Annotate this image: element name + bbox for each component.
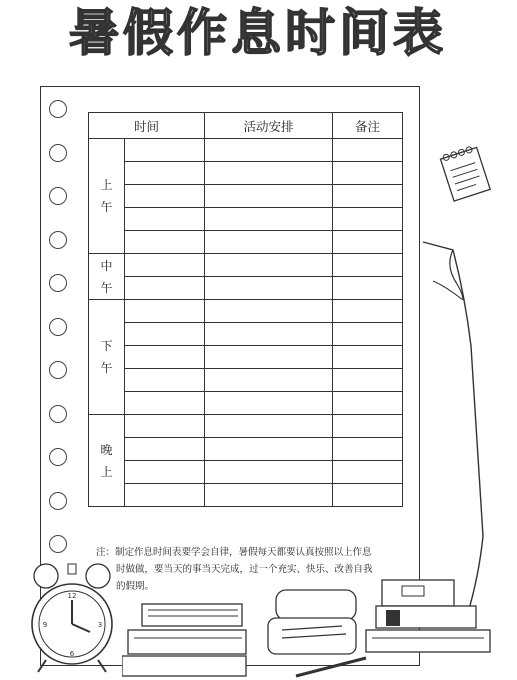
- table-row: [89, 208, 403, 231]
- header-notes: 备注: [333, 113, 403, 139]
- time-slot-cell[interactable]: [125, 300, 205, 323]
- alarm-clock-icon: [28, 560, 118, 676]
- pencil-icon: [292, 654, 372, 680]
- time-slot-cell[interactable]: [125, 254, 205, 277]
- time-slot-cell[interactable]: [125, 208, 205, 231]
- time-slot-cell[interactable]: [125, 139, 205, 162]
- activity-cell[interactable]: [205, 139, 333, 162]
- ring-hole: [49, 144, 67, 162]
- activity-cell[interactable]: [205, 346, 333, 369]
- period-label-char: 上: [100, 178, 113, 192]
- activity-cell[interactable]: [205, 277, 333, 300]
- notes-cell[interactable]: [333, 369, 403, 392]
- title-text: 暑假作息时间表: [69, 4, 447, 62]
- activity-cell[interactable]: [205, 254, 333, 277]
- table-row: [89, 346, 403, 369]
- activity-cell[interactable]: [205, 484, 333, 507]
- notes-cell[interactable]: [333, 461, 403, 484]
- binder-rings: [49, 100, 75, 579]
- table-row: [89, 185, 403, 208]
- table-row: [89, 484, 403, 507]
- ring-hole: [49, 187, 67, 205]
- pencil-case-icon: [262, 586, 362, 660]
- table-row: [89, 139, 403, 162]
- table-row: [89, 392, 403, 415]
- schedule-body: [89, 139, 403, 507]
- activity-cell[interactable]: [205, 323, 333, 346]
- ring-hole: [49, 361, 67, 379]
- notes-cell[interactable]: [333, 208, 403, 231]
- ring-hole: [49, 318, 67, 336]
- svg-text:3: 3: [97, 621, 103, 629]
- time-slot-cell[interactable]: [125, 346, 205, 369]
- period-label-cell: [89, 254, 125, 300]
- notes-cell[interactable]: [333, 392, 403, 415]
- table-row: [89, 323, 403, 346]
- table-row: [89, 438, 403, 461]
- time-slot-cell[interactable]: [125, 185, 205, 208]
- table-row: [89, 162, 403, 185]
- table-row: [89, 254, 403, 277]
- period-label-char: 上: [100, 464, 113, 479]
- ring-hole: [49, 492, 67, 510]
- notes-cell[interactable]: [333, 438, 403, 461]
- activity-cell[interactable]: [205, 300, 333, 323]
- time-slot-cell[interactable]: [125, 369, 205, 392]
- header-time: 时间: [89, 113, 205, 139]
- books-stack-icon: [122, 600, 252, 678]
- notepad-icon: [436, 140, 496, 206]
- svg-text:9: 9: [42, 621, 48, 629]
- period-label-cell: [89, 415, 125, 507]
- note-line-3: 的假期。: [116, 581, 155, 592]
- period-label-char: 下: [100, 339, 113, 353]
- schedule-table: [88, 112, 403, 507]
- time-slot-cell[interactable]: [125, 323, 205, 346]
- table-row: [89, 231, 403, 254]
- table-row: [89, 461, 403, 484]
- ring-hole: [49, 100, 67, 118]
- period-label-char: 午: [100, 200, 113, 214]
- table-row: [89, 369, 403, 392]
- period-label-char: 晚: [100, 442, 113, 457]
- activity-cell[interactable]: [205, 461, 333, 484]
- time-slot-cell[interactable]: [125, 392, 205, 415]
- note-line-1: 注：制定作息时间表要学会自律，暑假每天都要认真按照以上作息: [96, 547, 372, 558]
- table-row: [89, 277, 403, 300]
- period-label-char: 中: [100, 258, 113, 273]
- ring-hole: [49, 448, 67, 466]
- ring-hole: [49, 274, 67, 292]
- notes-cell[interactable]: [333, 484, 403, 507]
- folded-paper-decoration: [405, 236, 505, 636]
- notes-cell[interactable]: [333, 415, 403, 438]
- notes-cell[interactable]: [333, 231, 403, 254]
- notes-cell[interactable]: [333, 254, 403, 277]
- ring-hole: [49, 231, 67, 249]
- activity-cell[interactable]: [205, 185, 333, 208]
- notes-cell[interactable]: [333, 162, 403, 185]
- header-activity: 活动安排: [205, 113, 333, 139]
- activity-cell[interactable]: [205, 369, 333, 392]
- activity-cell[interactable]: [205, 438, 333, 461]
- notes-cell[interactable]: [333, 300, 403, 323]
- time-slot-cell[interactable]: [125, 162, 205, 185]
- activity-cell[interactable]: [205, 162, 333, 185]
- activity-cell[interactable]: [205, 231, 333, 254]
- time-slot-cell[interactable]: [125, 231, 205, 254]
- time-slot-cell[interactable]: [125, 438, 205, 461]
- time-slot-cell[interactable]: [125, 277, 205, 300]
- notes-cell[interactable]: [333, 185, 403, 208]
- table-row: [89, 415, 403, 438]
- period-label-cell: [89, 139, 125, 254]
- table-header-row: [89, 113, 403, 139]
- period-label-char: 午: [100, 280, 113, 295]
- activity-cell[interactable]: [205, 392, 333, 415]
- activity-cell[interactable]: [205, 415, 333, 438]
- notes-cell[interactable]: [333, 323, 403, 346]
- books-pile-icon: [362, 578, 497, 668]
- time-slot-cell[interactable]: [125, 461, 205, 484]
- period-label-char: 午: [100, 361, 113, 375]
- activity-cell[interactable]: [205, 208, 333, 231]
- ring-hole: [49, 535, 67, 553]
- table-row: [89, 300, 403, 323]
- note-line-2: 时做做，要当天的事当天完成，过一个充实、快乐、改善自我: [116, 564, 373, 575]
- notes-cell[interactable]: [333, 139, 403, 162]
- svg-text:12: 12: [67, 592, 77, 600]
- notes-cell[interactable]: [333, 346, 403, 369]
- time-slot-cell[interactable]: [125, 484, 205, 507]
- ring-hole: [49, 405, 67, 423]
- time-slot-cell[interactable]: [125, 415, 205, 438]
- notes-cell[interactable]: [333, 277, 403, 300]
- svg-text:6: 6: [69, 650, 75, 658]
- page-title: [0, 0, 517, 70]
- period-label-cell: [89, 300, 125, 415]
